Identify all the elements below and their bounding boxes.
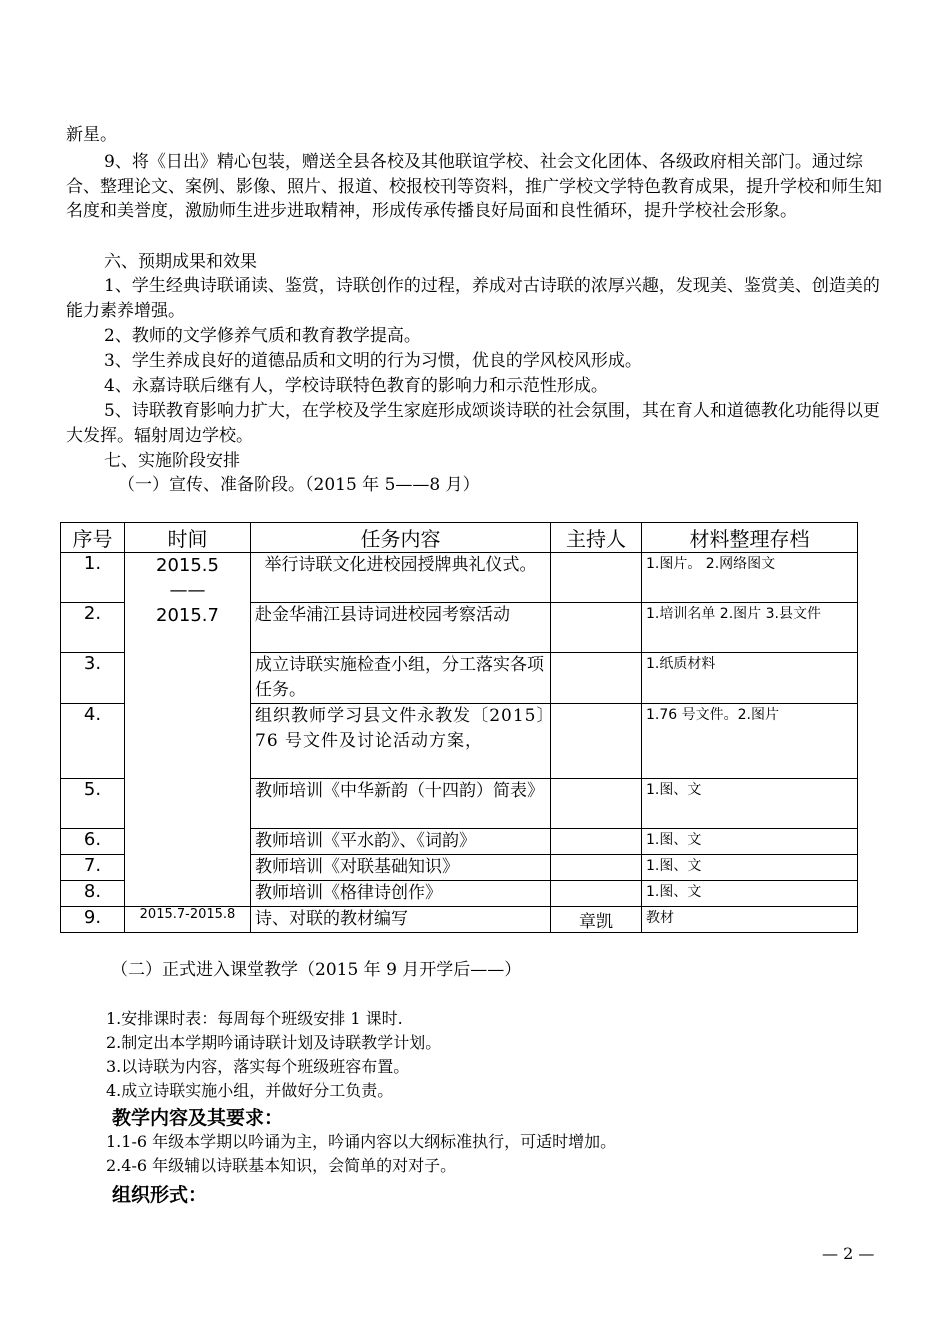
paragraph: 1、学生经典诗联诵读、鉴赏，诗联创作的过程，养成对古诗联的浓厚兴趣，发现美、鉴赏美、创造美的能力素养增强。 xyxy=(66,276,880,321)
list-item: 4.成立诗联实施小组，并做好分工负责。 xyxy=(106,1081,394,1100)
row-number: 4. xyxy=(61,704,125,779)
paragraph: 4、永嘉诗联后继有人，学校诗联特色教育的影响力和示范性形成。 xyxy=(104,376,608,396)
paragraph: 9、将《日出》精心包装，赠送全县各校及其他联谊学校、社会文化团体、各级政府相关部门。通过综合、整理论文、案例、影像、照片、报道、校报校刊等资料，推广学校文学特色教育成果，提升学校和师生知名度和美誉度，激励师生进步进取精神，形成传承传播良好局面和良性循环，提升学校社会形象。 xyxy=(66,152,882,221)
host-cell xyxy=(551,881,642,907)
paragraph: 5、诗联教育影响力扩大，在学校及学生家庭形成颂谈诗联的社会氛围，其在育人和道德教化功能得以更大发挥。辐射周边学校。 xyxy=(66,401,880,446)
host-cell xyxy=(551,829,642,855)
paragraph: 新星。 xyxy=(66,125,117,145)
task-cell: 教师培训《格律诗创作》 xyxy=(251,881,551,907)
list-item: 1.1-6 年级本学期以吟诵为主，吟诵内容以大纲标准执行，可适时增加。 xyxy=(106,1132,617,1151)
host-cell xyxy=(551,603,642,653)
host-cell xyxy=(551,779,642,829)
row-number: 2. xyxy=(61,603,125,653)
header-cell: 材料整理存档 xyxy=(642,523,858,553)
material-cell: 1.76 号文件。2.图片 xyxy=(642,704,858,779)
host-cell xyxy=(551,553,642,603)
time-span-cell xyxy=(125,553,251,907)
header-cell: 任务内容 xyxy=(251,523,551,553)
host-cell: 章凯 xyxy=(551,907,642,933)
row-number: 1. xyxy=(61,553,125,603)
row-number: 7. xyxy=(61,855,125,881)
row-number: 8. xyxy=(61,881,125,907)
material-cell: 1.图片。 2.网络图文 xyxy=(642,553,858,603)
stage1-title: （一）宣传、准备阶段。（2015 年 5——8 月） xyxy=(118,475,480,495)
host-cell xyxy=(551,855,642,881)
schedule-table xyxy=(60,522,858,933)
material-cell: 1.培训名单 2.图片 3.县文件 xyxy=(642,603,858,653)
task-cell: 诗、对联的教材编写 xyxy=(251,907,551,933)
row-number: 6. xyxy=(61,829,125,855)
host-cell xyxy=(551,653,642,704)
header-cell: 主持人 xyxy=(551,523,642,553)
material-cell: 教材 xyxy=(642,907,858,933)
table-header-row xyxy=(61,523,858,553)
list-item: 2.制定出本学期吟诵诗联计划及诗联教学计划。 xyxy=(106,1033,442,1052)
material-cell: 1.图、文 xyxy=(642,881,858,907)
material-cell: 1.图、文 xyxy=(642,829,858,855)
header-cell: 序号 xyxy=(61,523,125,553)
list-item: 1.安排课时表：每周每个班级安排 1 课时. xyxy=(106,1009,403,1028)
time-dash: —— xyxy=(169,580,206,601)
row-number: 3. xyxy=(61,653,125,704)
material-cell: 1.图、文 xyxy=(642,779,858,829)
paragraph: 3、学生养成良好的道德品质和文明的行为习惯，优良的学风校风形成。 xyxy=(104,351,642,371)
task-cell: 教师培训《中华新韵（十四韵）简表》 xyxy=(251,779,551,829)
host-cell xyxy=(551,704,642,779)
table-row xyxy=(61,907,858,933)
task-cell: 举行诗联文化进校园授牌典礼仪式。 xyxy=(251,553,551,603)
task-cell: 成立诗联实施检查小组，分工落实各项任务。 xyxy=(251,653,551,704)
material-cell: 1.纸质材料 xyxy=(642,653,858,704)
section-heading: 七、实施阶段安排 xyxy=(104,451,240,471)
form-heading: 组织形式： xyxy=(112,1184,208,1206)
stage2-title: （二）正式进入课堂教学（2015 年 9 月开学后——） xyxy=(111,960,522,980)
section-heading: 六、预期成果和效果 xyxy=(104,252,257,272)
material-cell: 1.图、文 xyxy=(642,855,858,881)
header-cell: 时间 xyxy=(125,523,251,553)
time-end: 2015.7 xyxy=(156,605,219,626)
task-cell: 教师培训《平水韵》、《词韵》 xyxy=(251,829,551,855)
task-cell: 教师培训《对联基础知识》 xyxy=(251,855,551,881)
table-row xyxy=(61,553,858,603)
list-item: 3.以诗联为内容，落实每个班级班容布置。 xyxy=(106,1057,410,1076)
content-heading: 教学内容及其要求： xyxy=(112,1107,284,1129)
page-number: — 2 — xyxy=(822,1244,875,1263)
time-start: 2015.5 xyxy=(156,555,219,576)
task-cell: 组织教师学习县文件永教发〔2015〕76 号文件及讨论活动方案， xyxy=(251,704,551,779)
task-cell: 赴金华浦江县诗词进校园考察活动 xyxy=(251,603,551,653)
list-item: 2.4-6 年级辅以诗联基本知识，会简单的对对子。 xyxy=(106,1156,457,1175)
paragraph: 2、教师的文学修养气质和教育教学提高。 xyxy=(104,326,421,346)
row-number: 9. xyxy=(61,907,125,933)
time-cell: 2015.7-2015.8 xyxy=(125,907,251,933)
row-number: 5. xyxy=(61,779,125,829)
